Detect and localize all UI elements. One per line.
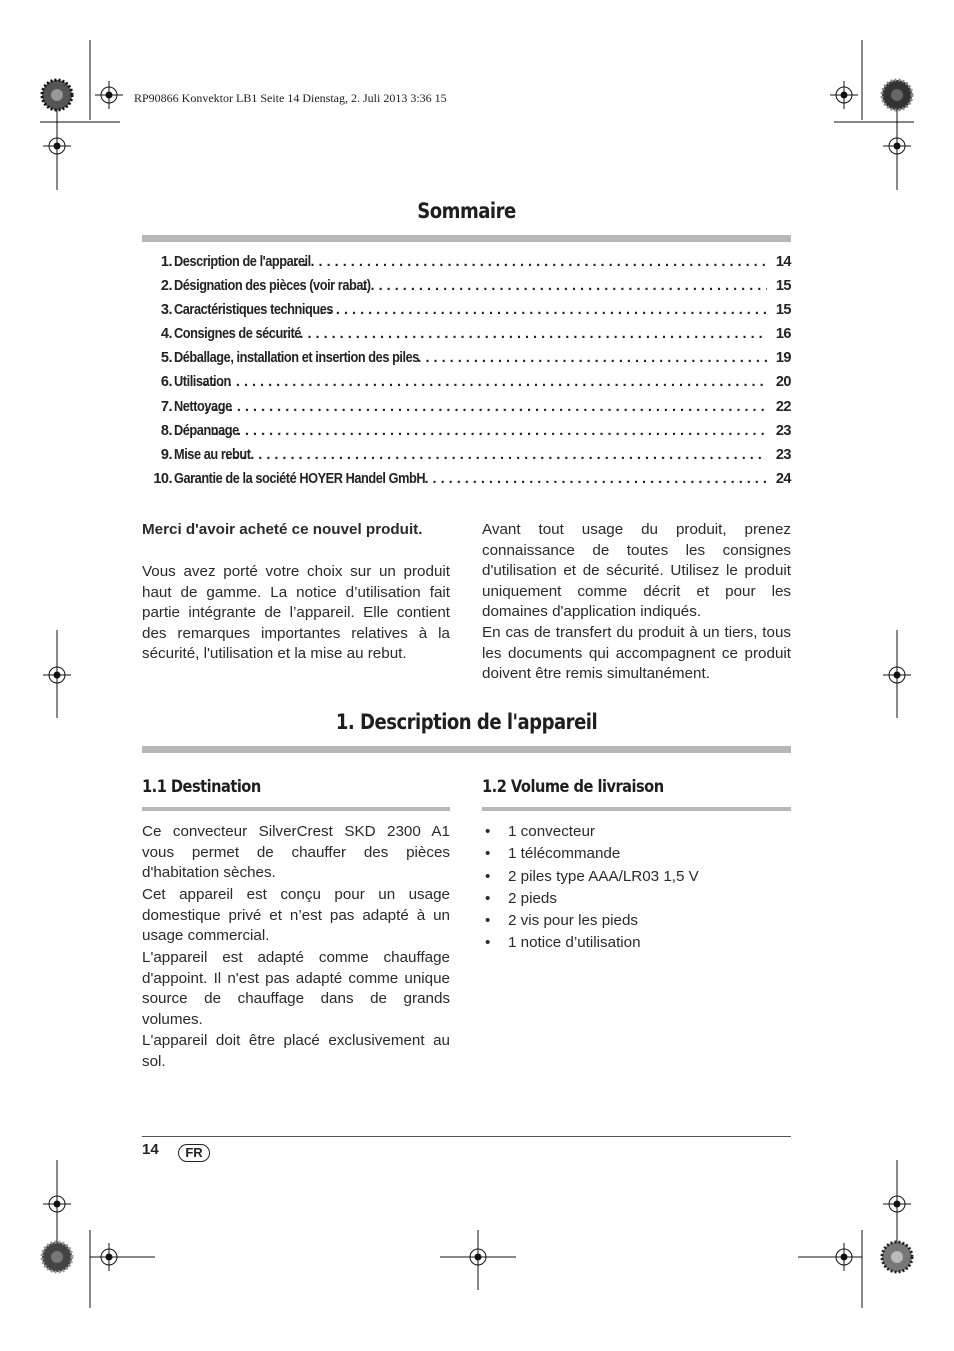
destination-title-bar bbox=[142, 807, 450, 811]
language-badge: FR bbox=[178, 1144, 210, 1162]
toc-item[interactable]: 1. Description de l'appareil . . . 14 bbox=[142, 254, 791, 278]
section-title-bar bbox=[142, 746, 791, 753]
list-item: • 2 pieds bbox=[482, 888, 791, 910]
section-title: 1. Description de l'appareil bbox=[335, 710, 598, 734]
toc-item[interactable]: 8. Dépannage . . . 23 bbox=[142, 423, 791, 447]
destination-paragraph-1: Ce convecteur SilverCrest SKD 2300 A1 vous permet de chauffer des pièces d'habitation sèches. bbox=[142, 823, 450, 882]
toc-item[interactable]: 6. Utilisation . . . 20 bbox=[142, 374, 791, 398]
toc-item[interactable]: 3. Caractéristiques techniques . . . 15 bbox=[142, 302, 791, 326]
destination-title: 1.1 Destination bbox=[142, 777, 261, 797]
destination-paragraph-3: L'appareil est adapté comme chauffage d'appoint. Il n'est pas adapté comme unique source de chauffage dans de grands volumes. bbox=[142, 949, 450, 1028]
volume-title-bar bbox=[482, 807, 791, 811]
toc-item[interactable]: 7. Nettoyage . . . 22 bbox=[142, 399, 791, 423]
toc-item[interactable]: 9. Mise au rebut . . . 23 bbox=[142, 447, 791, 471]
intro-left-paragraph: Vous avez porté votre choix sur un produit haut de gamme. La notice d’utilisation fait partie intégrante de l’appareil. Elle contient des remarques importantes relatives à la sécurité, l'utilisation et la mise au rebut. bbox=[142, 563, 450, 663]
list-item: • 1 convecteur bbox=[482, 821, 791, 843]
list-item: • 2 piles type AAA/LR03 1,5 V bbox=[482, 866, 791, 888]
page-number: 14 bbox=[142, 1141, 159, 1158]
crosshair-icon bbox=[95, 81, 123, 109]
intro-right-paragraph-1: Avant tout usage du produit, prenez connaissance de toutes les consignes d'utilisation et de sécurité. Utilisez le produit uniquement comme décrit et pour les domaines d'application indiqués. bbox=[482, 521, 791, 621]
toc-item[interactable]: 5. Déballage, installation et insertion des piles . . . 19 bbox=[142, 350, 791, 374]
toc-item[interactable]: 4. Consignes de sécurité . . . 16 bbox=[142, 326, 791, 350]
toc-title: Sommaire bbox=[417, 199, 516, 223]
intro-thanks: Merci d'avoir acheté ce nouvel produit. bbox=[142, 521, 423, 538]
footer-rule bbox=[142, 1136, 791, 1137]
toc-item[interactable]: 10. Garantie de la société HOYER Handel GmbH . . . 24 bbox=[142, 471, 791, 495]
list-item: • 1 télécommande bbox=[482, 843, 791, 865]
table-of-contents bbox=[142, 254, 791, 495]
volume-list bbox=[482, 821, 791, 955]
destination-paragraph-2: Cet appareil est conçu pour un usage domestique privé et n’est pas adapté à un usage commercial. bbox=[142, 886, 450, 945]
list-item: • 1 notice d’utilisation bbox=[482, 932, 791, 954]
toc-item[interactable]: 2. Désignation des pièces (voir rabat) . . . 15 bbox=[142, 278, 791, 302]
volume-title: 1.2 Volume de livraison bbox=[482, 777, 664, 797]
destination-paragraph-4: L'appareil doit être placé exclusivement au sol. bbox=[142, 1032, 450, 1070]
print-info: RP90866 Konvektor LB1 Seite 14 Dienstag, 2. Juli 2013 3:36 15 bbox=[134, 91, 447, 105]
toc-title-bar bbox=[142, 235, 791, 242]
list-item: • 2 vis pour les pieds bbox=[482, 910, 791, 932]
intro-right-paragraph-2: En cas de transfert du produit à un tiers, tous les documents qui accompagnent ce produit doivent être remis simultanément. bbox=[482, 624, 791, 683]
